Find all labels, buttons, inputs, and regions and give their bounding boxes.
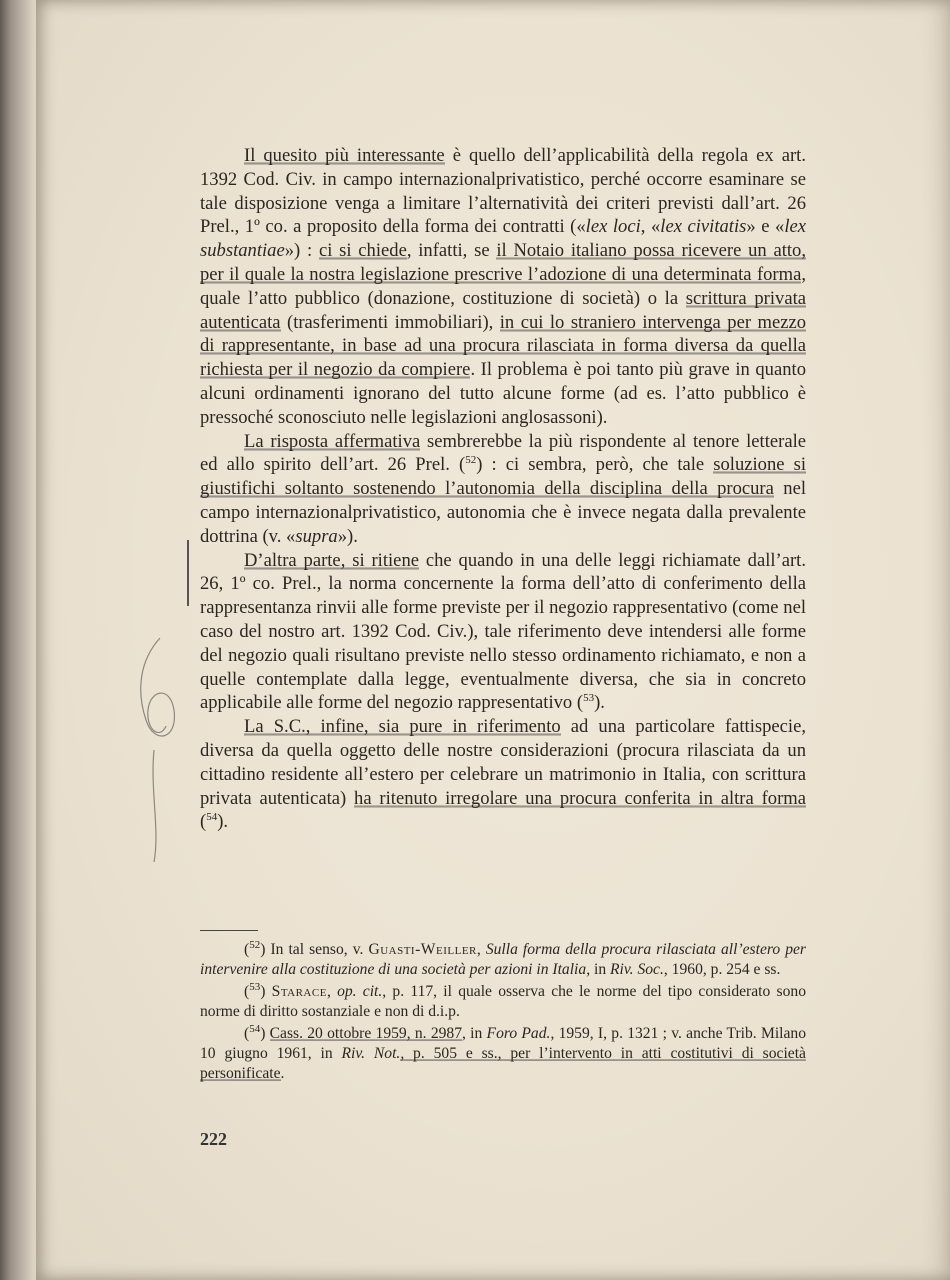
paragraph-3 xyxy=(200,549,806,716)
text-run: , in xyxy=(462,1025,487,1043)
text-run: ). xyxy=(594,692,605,714)
pencil-underlined-text: ci si chiede xyxy=(318,240,407,262)
text-run: Sulla forma della procura rilasciata all’estero per intervenire alla costituzione di una società per azioni in Italia xyxy=(200,941,807,978)
text-run: 52 xyxy=(465,454,477,467)
pencil-underlined-text: La risposta affermativa xyxy=(244,430,421,452)
text-run: (trasferimenti immobiliari), xyxy=(280,311,500,333)
pencil-underlined-text: scrittura privata autenticata xyxy=(200,287,806,333)
text-run: , xyxy=(476,941,486,958)
text-run: ( xyxy=(244,941,250,958)
text-run: Guasti-Weiller xyxy=(368,941,477,958)
margin-pencil-bracket xyxy=(186,538,190,608)
text-run: che quando in una delle leggi richiamate dall’art. 26, 1º co. Prel., la norma concernente la forma dell’atto di conferimento della rappresentanza rinvii alle forme previste per il negozio rappresentativo (come nel caso del nostro art. 1392 Cod. Civ.), tale riferimento deve intendersi alle forme del negozio quali risultano previste nello stesso ordinamento richiamato, e non a quelle contemplate dalla legge, eventualmente diversa, che sia in concreto applicabile alle forme del negozio rappresentativo ( xyxy=(200,549,806,714)
text-run: op. cit. xyxy=(337,983,383,1001)
pencil-underlined-text: D’altra parte, si ritiene xyxy=(244,549,419,571)
text-run: , xyxy=(326,983,338,1001)
text-run: ) xyxy=(260,983,272,1001)
text-run: sembrerebbe la più rispondente al tenore letterale ed allo spirito dell’art. 26 Prel. ( xyxy=(200,430,806,476)
text-run: , infatti, se xyxy=(406,240,497,262)
text-run: lex loci xyxy=(585,216,641,238)
text-run: 54 xyxy=(206,811,218,824)
text-run: nel campo internazionalprivatistico, autonomia che è invece negata dalla prevalente dottrina (v. « xyxy=(200,478,806,547)
text-run: , « xyxy=(640,216,661,238)
text-run: ad una particolare fattispecie, diversa da quella oggetto delle nostre considerazioni (procura rilasciata da un cittadino residente all’estero per celebrare un matrimonio in Italia, con scrittura privata autenticata) xyxy=(200,716,806,809)
text-run: , 1960, p. 254 e ss. xyxy=(663,960,781,978)
footnote-52 xyxy=(200,940,806,979)
pencil-underlined-text: ha ritenuto irregolare una procura conferita in altra forma xyxy=(354,787,806,809)
text-run: , p. 117, il quale osserva che le norme del tipo considerato sono norme di diritto sostanziale e non di d.i.p. xyxy=(200,983,806,1020)
text-run: Foro Pad. xyxy=(486,1025,551,1043)
text-run: supra xyxy=(295,525,338,547)
text-run: ( xyxy=(244,1025,250,1043)
text-run: , 1959, I, p. 1321 ; v. anche Trib. Milano 10 giugno 1961, in xyxy=(200,1025,806,1062)
margin-pencil-doodle xyxy=(130,630,190,870)
text-run: 54 xyxy=(249,1023,261,1036)
text-run: lex civitatis xyxy=(660,216,747,238)
text-run: , quale l’atto pubblico (donazione, costituzione di società) o la xyxy=(200,263,806,309)
pencil-underlined-text: Il quesito più interessante xyxy=(244,145,445,166)
text-run: . Il problema è poi tanto più grave in quanto alcuni ordinamenti ignorano del tutto alcune forme (ad es. l’atto pubblico è pressoché sconosciuto nelle legislazioni anglosassoni). xyxy=(200,359,806,428)
text-run: è quello dell’applicabilità della regola ex art. 1392 Cod. Civ. in campo internazionalprivatistico, perché occorre esaminare se tale disposizione venga a limitare l’alternatività dei criteri previsti dall’art. 26 Prel., 1º co. a proposito della forma dei contratti (« xyxy=(200,145,806,238)
text-run: » e « xyxy=(746,216,785,238)
footnote-54 xyxy=(200,1024,806,1083)
text-run: Riv. Not. xyxy=(341,1044,401,1062)
paragraph-1 xyxy=(200,144,806,430)
text-run: . xyxy=(280,1064,285,1082)
text-run: ). xyxy=(217,811,229,833)
pencil-underlined-text: La S.C., infine, sia pure in riferimento xyxy=(244,716,561,738)
pencil-underlined-text: in cui lo straniero intervenga per mezzo di rappresentante, in base ad una procura rilasciata in forma diversa da quella richiesta per il negozio da compiere xyxy=(200,311,807,381)
text-run: 53 xyxy=(583,692,595,705)
text-run: 53 xyxy=(249,981,261,993)
pencil-underlined-text: Cass. 20 ottobre 1959, n. 2987 xyxy=(269,1025,463,1043)
text-run: 52 xyxy=(249,938,261,951)
text-run: Starace xyxy=(271,983,327,1001)
text-run: ( xyxy=(200,811,207,833)
text-run: ) In tal senso, v. xyxy=(260,941,369,958)
text-run: Riv. Soc. xyxy=(610,960,664,978)
text-run: ) : ci sembra, però, che tale xyxy=(476,454,714,476)
pencil-underlined-text: il Notaio italiano possa ricevere un atto, per il quale la nostra legislazione prescrive l’adozione di una determinata forma xyxy=(200,240,806,285)
main-text xyxy=(200,144,806,834)
text-run: ) xyxy=(260,1025,270,1043)
footnote-divider xyxy=(200,930,258,931)
text-run: lex substantiae xyxy=(200,216,806,262)
paragraph-4 xyxy=(200,715,806,834)
text-run: ») : xyxy=(284,240,319,262)
footnotes xyxy=(200,940,806,1086)
pencil-underlined-text: soluzione si giustifichi soltanto sostenendo l’autonomia della disciplina della procura xyxy=(200,454,807,500)
footnote-53 xyxy=(200,982,806,1021)
page-number: 222 xyxy=(200,1129,227,1149)
paragraph-2 xyxy=(200,430,806,549)
text-run: , in xyxy=(586,960,611,978)
text-run: »). xyxy=(337,525,358,547)
text-run: ( xyxy=(244,983,250,1001)
pencil-underlined-text: , p. 505 e ss., per l’intervento in atti costitutivi di società personificate xyxy=(200,1044,806,1082)
